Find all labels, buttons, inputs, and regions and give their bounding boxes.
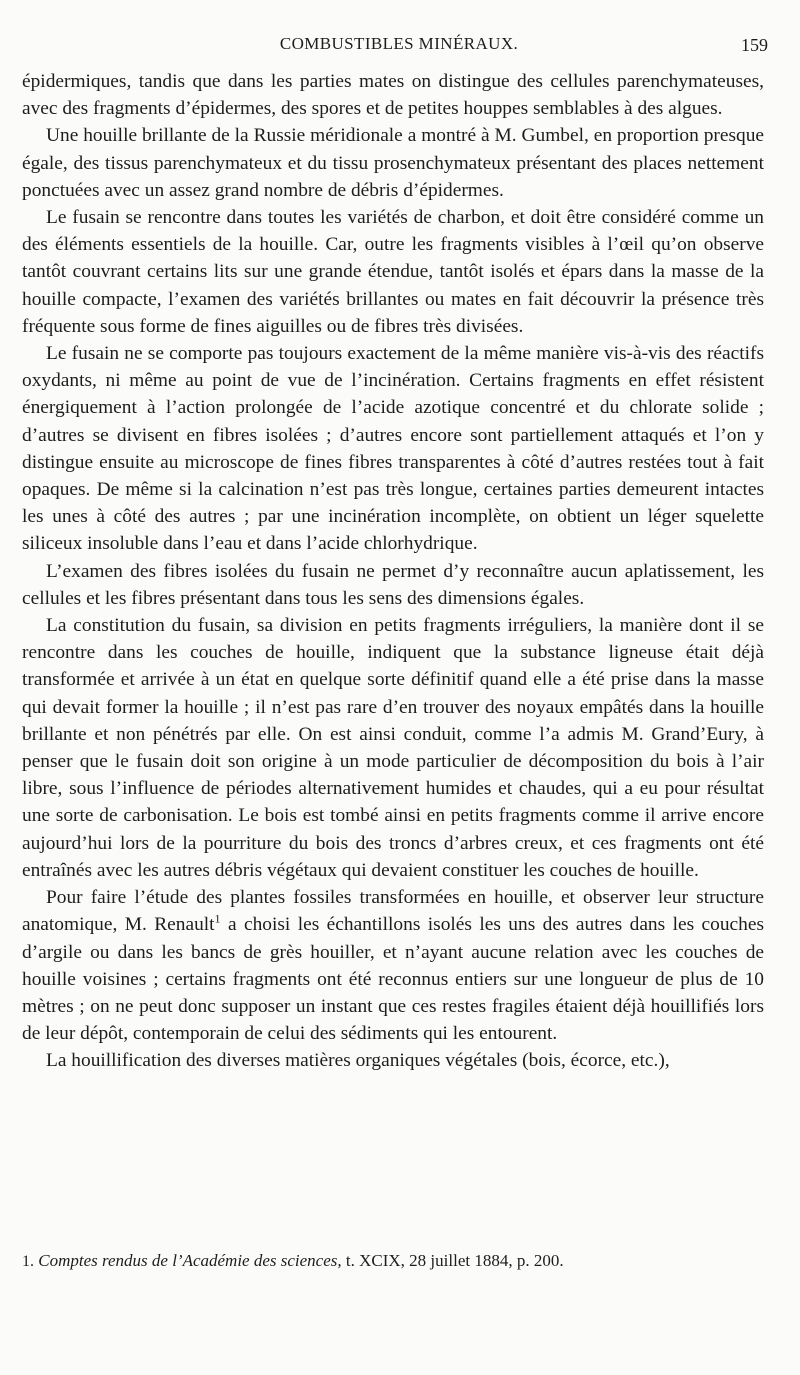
paragraph-text: a choisi les échantillons isolés les uns des autres dans les couches d’argile ou dans les bancs de grès houiller, et n’ayant aucune relation avec les couches de houille voisines ; certains fragments ont été reconnus entiers sur une longueur de plus de 10 mètres ; on ne peut donc supposer un instant que ces restes fragiles étaient déjà houillifiés lors de leur dépôt, contemporain de celui des sédiments qui les entourent. [22, 914, 764, 1045]
paragraph-text: Pour faire l’étude des plantes fossiles transformées en houille, et observer leur structure anatomique, M. Renault [22, 887, 764, 936]
footnote-details: t. XCIX, 28 juillet 1884, p. 200. [341, 1251, 564, 1270]
paragraph: épidermiques, tandis que dans les parties mates on distingue des cellules parenchymateuses, avec des fragments d’épidermes, des spores et de petites houppes semblables à des algues. [22, 71, 764, 120]
paragraph: Une houille brillante de la Russie méridionale a montré à M. Gumbel, en proportion presque égale, des tissus parenchymateux et du tissu prosenchymateux présentant des places nettement ponctuées avec un assez grand nombre de débris d’épidermes. [22, 125, 764, 201]
footnote-reference[interactable]: 1 [214, 911, 221, 926]
running-header [28, 34, 770, 58]
footnote-source: Comptes rendus de l’Académie des sciences, [38, 1251, 342, 1270]
paragraph: Le fusain ne se comporte pas toujours exactement de la même manière vis-à-vis des réactifs oxydants, ni même au point de vue de l’incinération. Certains fragments en effet résistent énergiquement à l’action prolongée de l’acide azotique concentré et du chlorate solide ; d’autres se divisent en fibres isolées ; d’autres encore sont partiellement attaqués et l’on y distingue ensuite au microscope de fines fibres transparentes à côté d’autres restées tout à fait opaques. De même si la calcination n’est pas très longue, certaines parties demeurent intactes les unes à côté des autres ; par une incinération incomplète, on obtient un léger squelette siliceux insoluble dans l’eau et dans l’acide chlorhydrique. [22, 343, 764, 555]
page-number: 159 [741, 35, 768, 55]
footnote [22, 1250, 764, 1273]
paragraph: L’examen des fibres isolées du fusain ne permet d’y reconnaître aucun aplatissement, les cellules et les fibres présentant dans tous les sens des dimensions égales. [22, 560, 764, 609]
paragraph: La houillification des diverses matières organiques végétales (bois, écorce, etc.), [46, 1050, 670, 1072]
paragraph-with-note [22, 884, 764, 1047]
paragraph: La constitution du fusain, sa division en petits fragments irréguliers, la manière dont il se rencontre dans les couches de houille, indiquent que la substance ligneuse était déjà transformée et arrivée à un état en quelque sorte définitif quand elle a été prise dans la masse qui devait former la houille ; il n’est pas rare d’en trouver des noyaux empâtés dans la houille brillante et non pénétrés par elle. On est ainsi conduit, comme l’a admis M. Grand’Eury, à penser que le fusain doit son origine à un mode particulier de décomposition du bois à l’air libre, sous l’influence de périodes alternativement humides et chaudes, qui a eu pour résultat une sorte de carbonisation. Le bois est tombé ainsi en petits fragments comme il arrive encore aujourd’hui lors de la pourriture du bois des troncs d’arbres creux, et ces fragments ont été entraînés avec les autres débris végétaux qui devaient constituer les couches de houille. [22, 615, 764, 881]
paragraph: Le fusain se rencontre dans toutes les variétés de charbon, et doit être considéré comme un des éléments essentiels de la houille. Car, outre les fragments visibles à l’œil qu’on observe tantôt couvrant certains lits sur une grande étendue, tantôt isolés et épars dans la masse de la houille compacte, l’examen des variétés brillantes ou mates en fait découvrir la présence très fréquente sous forme de fines aiguilles ou de fibres très divisées. [22, 207, 764, 337]
footnote-number: 1. [22, 1253, 34, 1270]
running-title: COMBUSTIBLES MINÉRAUX. [279, 34, 519, 53]
body-text [22, 68, 764, 1075]
